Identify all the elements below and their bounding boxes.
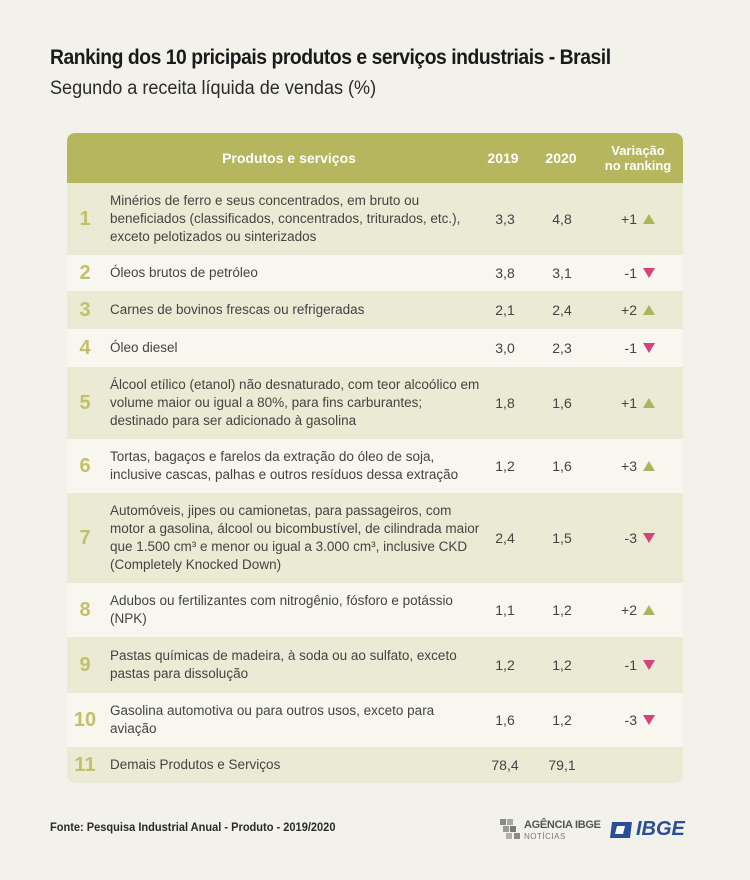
product-description — [110, 183, 480, 255]
page-title: Ranking dos 10 pricipais produtos e serviços industriais - Brasil — [50, 46, 611, 69]
triangle-down-icon — [643, 533, 655, 543]
agencia-logo-subtext: NOTÍCIAS — [524, 832, 566, 841]
variation-value: -1 — [624, 265, 637, 281]
product-description — [110, 439, 480, 493]
ranking-variation — [605, 291, 675, 329]
rank-number: 6 — [79, 454, 91, 477]
value-2019: 1,2 — [495, 657, 515, 673]
ibge-logo-text: IBGE — [636, 818, 685, 840]
table-row — [67, 747, 683, 783]
product-description-text: Carnes de bovinos frescas ou refrigeradas — [110, 302, 365, 317]
rank-number: 8 — [79, 598, 91, 621]
triangle-up-icon — [643, 461, 655, 471]
table-row — [67, 583, 683, 637]
product-description — [110, 291, 480, 329]
value-2020: 1,5 — [552, 530, 572, 546]
product-description — [110, 255, 480, 291]
ranking-variation — [605, 439, 675, 493]
value-2020: 1,6 — [552, 395, 572, 411]
variation-value: +1 — [621, 211, 637, 227]
variation-value: -1 — [624, 340, 637, 356]
product-description — [110, 583, 480, 637]
value-2020: 79,1 — [548, 757, 576, 773]
value-2019: 2,1 — [495, 302, 515, 318]
rank-number: 2 — [79, 261, 91, 284]
ranking-variation — [605, 329, 675, 367]
triangle-down-icon — [643, 715, 655, 725]
triangle-down-icon — [643, 660, 655, 670]
value-2019: 2,4 — [495, 530, 515, 546]
agencia-logo-text: AGÊNCIA IBGE — [524, 819, 601, 831]
value-2019: 1,8 — [495, 395, 515, 411]
rank-number: 1 — [79, 207, 91, 230]
table-header — [67, 133, 683, 183]
ranking-variation — [605, 183, 675, 255]
ranking-variation — [605, 367, 675, 439]
value-2020: 1,2 — [552, 712, 572, 728]
product-description-text: Gasolina automotiva ou para outros usos, exceto para aviação — [110, 703, 435, 736]
variation-value: -3 — [624, 530, 637, 546]
product-description — [110, 329, 480, 367]
value-2019: 78,4 — [491, 757, 519, 773]
ranking-variation — [605, 493, 675, 583]
value-2019: 1,2 — [495, 458, 515, 474]
value-2019: 3,3 — [495, 211, 515, 227]
triangle-up-icon — [643, 214, 655, 224]
value-2019: 3,0 — [495, 340, 515, 356]
product-description-text: Álcool etílico (etanol) não desnaturado, com teor alcoólico em volume maior ou igual a 80%, para fins carburantes; destinado para ser adicionado à gasolina — [110, 377, 480, 428]
table-row — [67, 439, 683, 493]
rank-number: 7 — [79, 526, 91, 549]
column-header-variation: Variação no ranking — [604, 143, 672, 173]
table-row — [67, 255, 683, 291]
table-row — [67, 637, 683, 693]
triangle-up-icon — [643, 605, 655, 615]
value-2019: 1,6 — [495, 712, 515, 728]
agencia-ibge-logo — [500, 816, 600, 844]
rank-number: 3 — [79, 298, 91, 321]
value-2020: 1,6 — [552, 458, 572, 474]
table-row — [67, 291, 683, 329]
product-description — [110, 637, 480, 693]
ibge-logo — [610, 818, 710, 842]
agencia-mark-icon — [500, 819, 522, 839]
table-row — [67, 693, 683, 747]
product-description-text: Óleos brutos de petróleo — [110, 265, 258, 280]
value-2020: 1,2 — [552, 657, 572, 673]
product-description-text: Óleo diesel — [110, 340, 178, 355]
product-description — [110, 693, 480, 747]
table-body — [67, 183, 683, 783]
ranking-variation — [605, 255, 675, 291]
product-description-text: Adubos ou fertilizantes com nitrogênio, fósforo e potássio (NPK) — [110, 593, 453, 626]
column-header-2019: 2019 — [487, 150, 519, 166]
variation-value: +1 — [621, 395, 637, 411]
ranking-table — [67, 133, 683, 783]
product-description — [110, 747, 480, 783]
variation-value: +3 — [621, 458, 637, 474]
product-description-text: Tortas, bagaços e farelos da extração do óleo de soja, inclusive cascas, palhas e outros resíduos dessa extração — [110, 449, 459, 482]
value-2020: 1,2 — [552, 602, 572, 618]
variation-value: -3 — [624, 712, 637, 728]
value-2019: 1,1 — [495, 602, 515, 618]
value-2020: 2,4 — [552, 302, 572, 318]
rank-number: 10 — [73, 708, 97, 731]
ibge-mark-icon — [610, 820, 634, 840]
table-row — [67, 329, 683, 367]
triangle-up-icon — [643, 398, 655, 408]
source-note: Fonte: Pesquisa Industrial Anual - Produto - 2019/2020 — [50, 820, 336, 834]
variation-value: +2 — [621, 302, 637, 318]
product-description — [110, 367, 480, 439]
product-description — [110, 493, 480, 583]
variation-value: +2 — [621, 602, 637, 618]
ranking-variation — [605, 693, 675, 747]
product-description-text: Demais Produtos e Serviços — [110, 757, 281, 772]
triangle-down-icon — [643, 343, 655, 353]
rank-number: 9 — [79, 653, 91, 676]
table-row — [67, 183, 683, 255]
product-description-text: Automóveis, jipes ou camionetas, para passageiros, com motor a gasolina, álcool ou bicombustível, de cilindrada maior que 1.500 cm³ e menor ou igual a 3.000 cm³, inclusive CKD (Completely Knocked Down) — [110, 503, 480, 572]
value-2019: 3,8 — [495, 265, 515, 281]
ranking-variation — [605, 637, 675, 693]
table-row — [67, 493, 683, 583]
variation-value: -1 — [624, 657, 637, 673]
triangle-down-icon — [643, 268, 655, 278]
rank-number: 11 — [74, 753, 96, 776]
product-description-text: Pastas químicas de madeira, à soda ou ao sulfato, exceto pastas para dissolução — [110, 648, 457, 681]
table-row — [67, 367, 683, 439]
product-description-text: Minérios de ferro e seus concentrados, em bruto ou beneficiados (classificados, concentrados, triturados, etc.), exceto pelotizados ou sinterizados — [110, 193, 461, 244]
page-subtitle: Segundo a receita líquida de vendas (%) — [50, 78, 377, 99]
rank-number: 5 — [79, 391, 91, 414]
column-header-2020: 2020 — [545, 150, 577, 166]
column-header-product: Produtos e serviços — [222, 150, 356, 166]
triangle-up-icon — [643, 305, 655, 315]
value-2020: 4,8 — [552, 211, 572, 227]
ranking-variation — [605, 583, 675, 637]
rank-number: 4 — [79, 336, 91, 359]
value-2020: 2,3 — [552, 340, 572, 356]
value-2020: 3,1 — [552, 265, 572, 281]
